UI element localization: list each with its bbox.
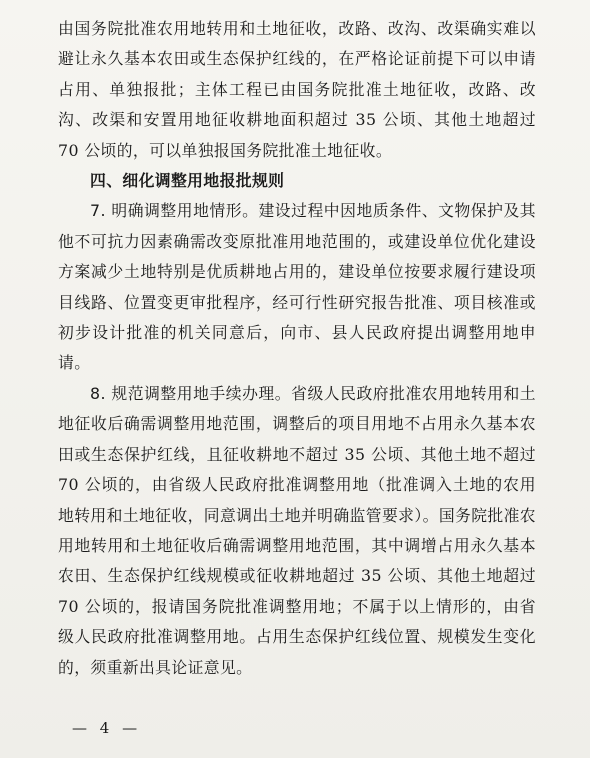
paragraph-3 xyxy=(58,379,536,683)
page-number: — 4 — xyxy=(72,719,142,737)
paragraph-3-lead: 8. 规范调整用地手续办理。 xyxy=(90,383,292,403)
section-heading: 四、细化调整用地报批规则 xyxy=(90,171,285,191)
paragraph-1: 由国务院批准农用地转用和土地征收，改路、改沟、改渠确实难以避让永久基本农田或生态保护红线的，在严格论证前提下可以申请占用、单独报批；主体工程已由国务院批准土地征收，改路、改沟、改渠和安置用地征收耕地面积超过 35 公顷、其他土地超过 70 公顷的，可以单独报国务院批准土地征收。 xyxy=(58,19,536,160)
paragraph-2-body: 建设过程中因地质条件、文物保护及其他不可抗力因素确需改变原批准用地范围的，或建设单位优化建设方案减少土地特别是优质耕地占用的，建设单位按要求履行建设项目线路、位置变更审批程序，经可行性研究报告批准、项目核准或初步设计批准的机关同意后，向市、县人民政府提出调整用地申请。 xyxy=(58,201,536,373)
paragraph-3-body: 省级人民政府批准农用地转用和土地征收后确需调整用地范围，调整后的项目用地不占用永久基本农田或生态保护红线，且征收耕地不超过 35 公顷、其他土地不超过 70 公顷的，由省级人民政府批准调整用地（批准调入土地的农用地转用和土地征收，同意调出土地并明确监管要求）。国务院批准农用地转用和土地征收后确需调整用地范围，其中调增占用永久基本农田、生态保护红线规模或征收耕地超过 35 公顷、其他土地超过 70 公顷的，报请国务院批准调整用地；不属于以上情形的，由省级人民政府批准调整用地。占用生态保护红线位置、规模发生变化的，须重新出具论证意见。 xyxy=(58,383,537,677)
document-body xyxy=(58,14,536,683)
paragraph-2 xyxy=(58,196,536,378)
paragraph-2-lead: 7. 明确调整用地情形。 xyxy=(90,201,259,221)
